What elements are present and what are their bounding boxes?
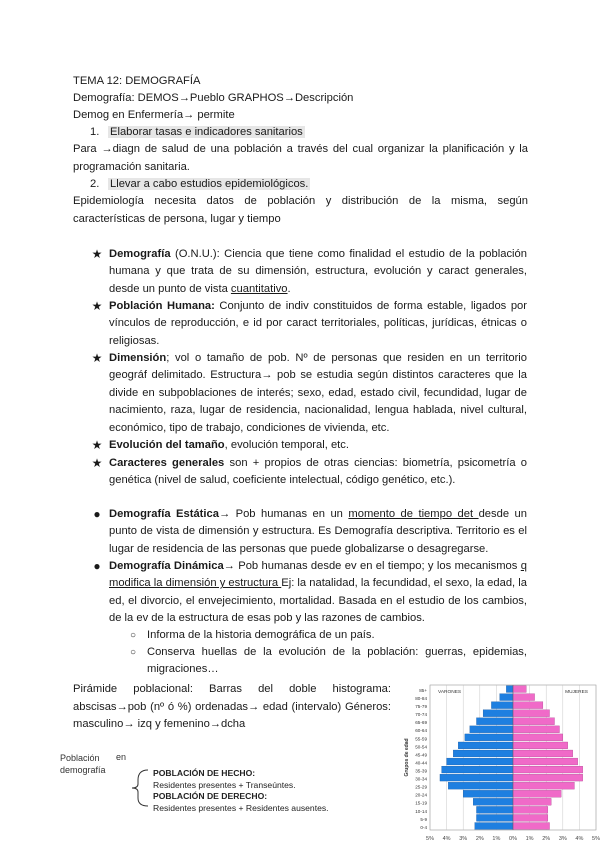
x-tick-label: 5% [592,836,600,842]
text: Ej: la natalidad, la fecundidad, el sexo, la edad, la ed, el divorcio, el envejecimiento, mortalidad. Basada en el estudio de los cambios, de la ev de la estructura de esas pob y las razones de cambios. [109,577,527,625]
circle-bullet-icon: ○ [130,647,137,658]
x-tick-label: 2% [475,836,484,842]
y-axis-label: Grupos de edad [404,738,410,777]
female-bar [513,814,548,821]
list-item [109,455,527,490]
nursing-line: Demog en Enfermería→ permite [73,109,235,121]
female-bar [513,750,573,757]
star-icon: ★ [91,351,103,365]
list-number: 2. [90,178,100,190]
x-tick-label: 3% [459,836,468,842]
diagram-label-demography: demografía [60,765,106,775]
star-icon: ★ [91,456,103,470]
bullet-icon: ● [93,559,101,573]
population-pyramid-chart [400,680,600,848]
female-bar [513,734,563,741]
diagram-label-population: Población [60,753,100,763]
male-bar [483,710,513,717]
y-tick-label: 10-14 [415,808,427,814]
text: , evolución temporal, etc. [224,439,349,451]
male-bar [476,814,513,821]
text: son + propios de otras ciencias: biometría, psicometría o genética (nivel de salud, coeficiente intelectual, código genético, etc.). [109,457,527,487]
diagram-connector: en [116,752,127,762]
text: (O.N.U.): Ciencia que tiene como finalidad el estudio de la población humana y que trata de su dimensión, estructura, evolución y caract generales, desde un punto de vista [109,248,527,295]
y-tick-label: 0-4 [420,824,427,830]
male-bar [491,702,513,709]
term: Población Humana: [109,300,215,312]
text: . [287,282,291,295]
list-item [109,298,527,350]
male-bar [470,726,513,733]
y-tick-label: 20-24 [415,792,427,798]
female-bar [513,718,555,725]
bracket-icon [130,768,154,808]
male-bar [440,774,513,781]
text: → Pob humanas desde ev en el tiempo; y los mecanismos [223,560,521,572]
list-item [108,176,310,192]
y-tick-label: 70-74 [415,712,427,718]
diagram-left-label [60,752,106,776]
text: → Pob humanas en un [218,508,349,520]
pyramid-paragraph: Pirámide poblacional: Barras del doble histograma: abscisas→pob (nº ó %) ordenadas→ edad (intervalo) Géneros: masculino→ izq y femenino→dcha [73,683,391,731]
definition-line: Demografía: DEMOS→Pueblo GRAPHOS→Descripción [73,92,354,104]
list-item [109,350,527,437]
x-tick-label: 0% [509,836,517,842]
term: Demografía [109,248,171,260]
underlined-text: cuantitativo [230,282,288,295]
sub-list-item: Informa de la historia demográfica de un país. [147,629,375,641]
highlighted-text: Llevar a cabo estudios epidemiológicos. [110,178,309,190]
male-bar [476,718,513,725]
male-bar [473,798,513,805]
y-tick-label: 5-9 [420,816,427,822]
female-bar [513,782,574,789]
legend-varones: VARONES [438,690,462,695]
female-bar [513,798,551,805]
term: Caracteres generales [109,457,225,469]
bullet-icon: ● [93,507,101,521]
y-tick-label: 55-59 [415,736,427,742]
y-tick-label: 45-49 [415,752,427,758]
term: Evolución del tamaño [109,439,225,451]
hecho-desc: Residentes presentes + Transeúntes. [153,779,296,790]
female-bar [513,686,526,693]
y-tick-label: 15-19 [415,800,427,806]
male-bar [442,766,513,773]
list-item [109,506,527,558]
list-item [109,246,527,298]
underlined-text: q modifica la dimensión y estructura [109,560,527,590]
derecho-desc: Residentes presentes + Residentes ausentes. [153,802,329,813]
star-icon: ★ [91,438,103,452]
female-bar [513,758,578,765]
male-bar [458,742,513,749]
list-item [109,558,527,628]
text: Conjunto de indiv constituidos de forma estable, ligados por vínculos de reproducción, e id por caract territoriales, políticas, jurídicas, étnicas o religiosas. [109,300,527,347]
y-tick-label: 50-54 [415,744,427,750]
male-bar [453,750,513,757]
diagram-definitions [153,768,329,814]
female-bar [513,806,548,813]
male-bar [448,782,513,789]
x-tick-label: 4% [575,836,584,842]
female-bar [513,774,583,781]
y-tick-label: 85+ [419,687,427,693]
female-bar [513,726,559,733]
page-title: TEMA 12: DEMOGRAFÍA [73,75,201,87]
x-tick-label: 4% [442,836,451,842]
highlighted-text: Elaborar tasas e indicadores sanitarios [110,126,303,138]
male-bar [476,806,513,813]
derecho-title: POBLACIÓN DE DERECHO: [153,791,268,801]
star-icon: ★ [91,247,103,261]
term: Demografía Dinámica [109,560,224,572]
y-tick-label: 75-79 [415,704,427,710]
y-tick-label: 35-39 [415,768,427,774]
female-bar [513,823,550,830]
text: desde un punto de vista de dimensión y estructura. Es Demografía descriptiva. Territorio es el lugar de residencia de las personas que puede globalizarse o desagregarse. [109,508,527,555]
list-number: 1. [90,126,100,138]
underlined-text: momento de tiempo det [348,508,479,520]
male-bar [506,686,513,693]
male-bar [500,694,513,701]
x-tick-label: 2% [542,836,551,842]
circle-bullet-icon: ○ [130,630,137,641]
y-tick-label: 30-34 [415,776,427,782]
female-bar [513,694,535,701]
male-bar [463,790,513,797]
x-tick-label: 5% [426,836,434,842]
male-bar [475,823,513,830]
x-tick-label: 1% [525,836,534,842]
male-bar [465,734,513,741]
y-tick-label: 25-29 [415,784,427,790]
y-tick-label: 60-64 [415,728,427,734]
x-tick-label: 3% [558,836,567,842]
sub-list-item: Conserva huellas de la evolución de la población: guerras, epidemias, migraciones… [147,646,527,676]
y-tick-label: 40-44 [415,760,427,766]
paragraph: Para →diagn de salud de una población a través del cual organizar la planificación y la programación sanitaria. [73,143,528,173]
female-bar [513,766,583,773]
paragraph: Epidemiología necesita datos de población y distribución de la misma, según características de persona, lugar y tiempo [73,195,528,225]
list-item [109,437,527,454]
female-bar [513,702,543,709]
female-bar [513,790,561,797]
list-item [108,124,305,140]
term: Dimensión [109,352,167,364]
legend-mujeres: MUJERES [565,690,588,695]
term: Demografía Estática [109,508,219,520]
male-bar [447,758,513,765]
x-tick-label: 1% [492,836,501,842]
star-icon: ★ [91,299,103,313]
y-tick-label: 80-84 [415,696,427,702]
text: ; vol o tamaño de pob. Nº de personas que residen en un territorio geográf delimitado. Estructura→ pob se estudia según distintos caracteres que la divide en subpoblaciones de interés; sexo, edad, estado civil, fecundidad, lugar de nacimiento, raza, lugar de residencia, nacionalidad, lengua hablada, nivel cultural, económico, tipo de trabajo, condiciones de vivienda, etc. [109,352,527,434]
y-tick-label: 65-69 [415,720,427,726]
hecho-title: POBLACIÓN DE HECHO: [153,768,256,778]
female-bar [513,742,568,749]
female-bar [513,710,550,717]
